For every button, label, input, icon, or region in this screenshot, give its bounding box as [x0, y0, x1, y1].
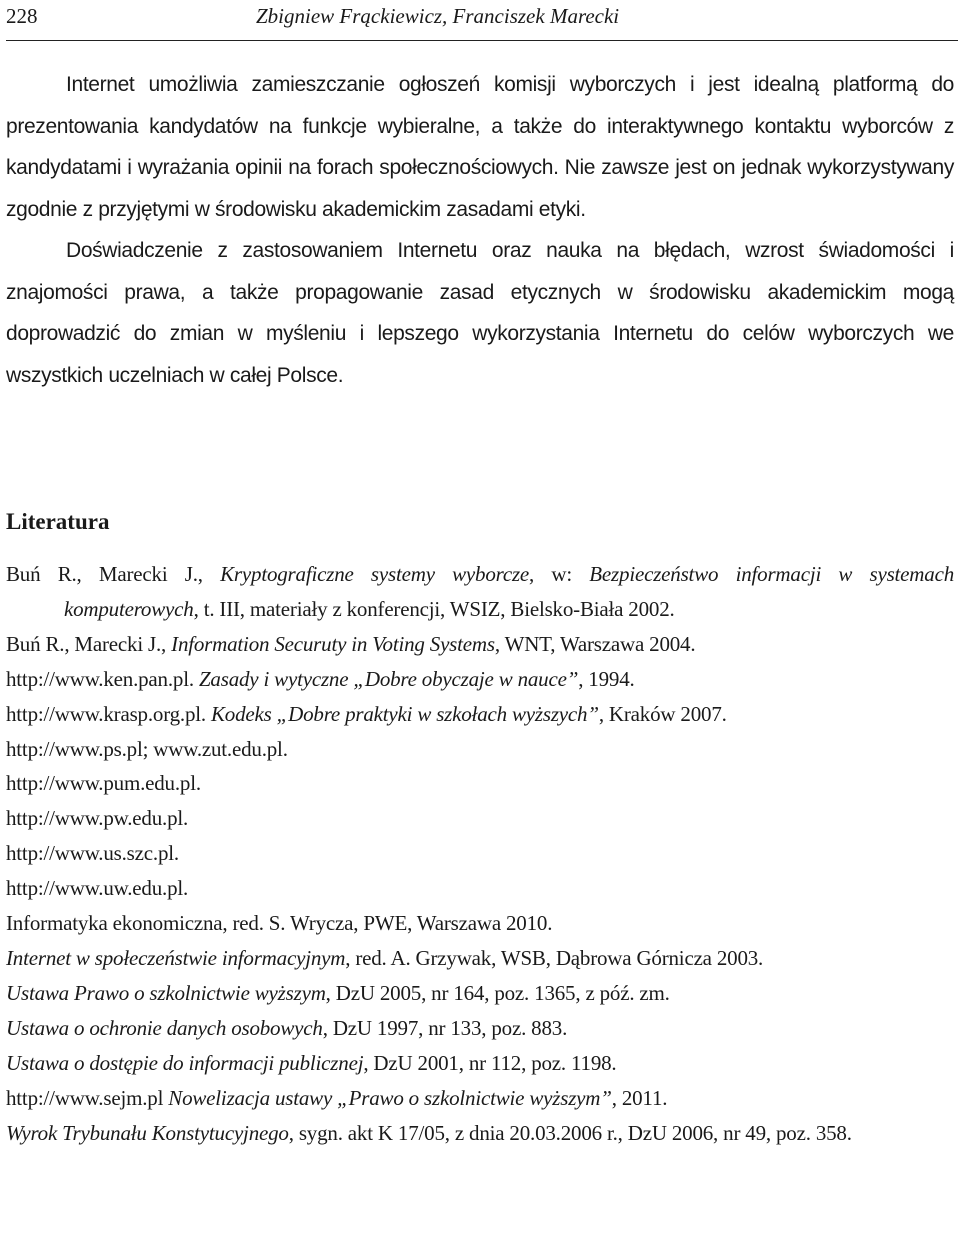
reference-text: , DzU 2001, nr 112, poz. 1198.	[363, 1050, 617, 1075]
reference-entry	[6, 906, 954, 941]
reference-text: , DzU 2005, nr 164, poz. 1365, z póź. zm.	[325, 980, 670, 1005]
page-header	[6, 0, 954, 42]
reference-title: Zasady i wytyczne „Dobre obyczaje w nauce”	[198, 666, 579, 691]
reference-text: Buń R., Marecki J.,	[6, 631, 172, 656]
reference-entry	[6, 871, 954, 906]
reference-text: http://www.uw.edu.pl.	[6, 876, 189, 901]
reference-text: , w:	[529, 562, 590, 586]
reference-text: http://www.krasp.org.pl.	[6, 701, 211, 726]
reference-text: http://www.pw.edu.pl.	[6, 806, 189, 831]
reference-title: Bezpieczeństwo informacji w systemach komputerowych	[64, 562, 954, 621]
reference-entry	[6, 1116, 954, 1151]
reference-list	[6, 557, 954, 1150]
reference-title: Wyrok Trybunału Konstytucyjnego	[6, 1120, 289, 1145]
reference-entry	[6, 697, 954, 732]
body-text	[6, 64, 954, 396]
reference-title: Ustawa Prawo o szkolnictwie wyższym	[6, 980, 326, 1005]
reference-entry	[6, 836, 954, 871]
reference-entry	[6, 801, 954, 836]
reference-text: , WNT, Warszawa 2004.	[494, 631, 696, 656]
reference-title: Information Securuty in Voting Systems	[171, 631, 495, 656]
reference-title: Internet w społeczeństwie informacyjnym	[6, 945, 346, 970]
reference-title: Ustawa o ochronie danych osobowych	[6, 1015, 323, 1040]
reference-entry	[6, 766, 954, 801]
reference-text: , Kraków 2007.	[598, 701, 727, 726]
reference-text: http://www.pum.edu.pl.	[6, 771, 201, 796]
header-rule	[6, 40, 958, 41]
reference-entry	[6, 1081, 954, 1116]
reference-text: Informatyka ekonomiczna, red. S. Wrycza, PWE, Warszawa 2010.	[6, 911, 553, 936]
page-number: 228	[6, 4, 38, 28]
reference-entry	[6, 627, 954, 662]
reference-text: , t. III, materiały z konferencji, WSIZ, Bielsko-Biała 2002.	[193, 596, 675, 621]
reference-title: Nowelizacja ustawy „Prawo o szkolnictwie wyższym”	[168, 1085, 612, 1110]
reference-entry	[6, 976, 954, 1011]
reference-text: http://www.us.szc.pl.	[6, 841, 179, 866]
reference-text: http://www.ken.pan.pl.	[6, 666, 199, 691]
reference-entry	[6, 941, 954, 976]
paragraph: Doświadczenie z zastosowaniem Internetu oraz nauka na błędach, wzrost świadomości i znajomości prawa, a także propagowanie zasad etycznych w środowisku akademickim mogą doprowadzić do zmian w myśleniu i lepszego wykorzystania Internetu do celów wyborczych we wszystkich uczelniach w całej Polsce.	[6, 239, 954, 387]
reference-text: , sygn. akt K 17/05, z dnia 20.03.2006 r., DzU 2006, nr 49, poz. 358.	[288, 1120, 852, 1145]
reference-entry	[6, 732, 954, 767]
reference-text: , 1994.	[578, 666, 635, 691]
running-head: Zbigniew Frąckiewicz, Franciszek Marecki	[256, 4, 620, 28]
reference-title: Kryptograficzne systemy wyborcze	[220, 562, 530, 586]
reference-entry	[6, 1011, 954, 1046]
reference-text: http://www.ps.pl; www.zut.edu.pl.	[6, 736, 288, 761]
section-heading: Literatura	[6, 509, 110, 534]
reference-title: Ustawa o dostępie do informacji publicznej	[6, 1050, 364, 1075]
reference-text: , DzU 1997, nr 133, poz. 883.	[322, 1015, 568, 1040]
reference-text: , 2011.	[611, 1085, 668, 1110]
reference-entry	[6, 662, 954, 697]
paragraph: Internet umożliwia zamieszczanie ogłoszeń komisji wyborczych i jest idealną platformą do prezentowania kandydatów na funkcje wybieralne, a także do interaktywnego kontaktu wyborców z kandydatami i wyrażania opinii na forach społecznościowych. Nie zawsze jest on jednak wykorzystywany zgodnie z przyjętymi w środowisku akademickim zasadami etyki.	[6, 73, 954, 221]
reference-entry	[6, 1046, 954, 1081]
reference-text: Buń R., Marecki J.,	[6, 562, 221, 586]
reference-text: http://www.sejm.pl	[6, 1085, 169, 1110]
reference-text: , red. A. Grzywak, WSB, Dąbrowa Górnicza 2003.	[345, 945, 764, 970]
reference-title: Kodeks „Dobre praktyki w szkołach wyższych”	[211, 701, 599, 726]
reference-entry	[6, 557, 954, 627]
